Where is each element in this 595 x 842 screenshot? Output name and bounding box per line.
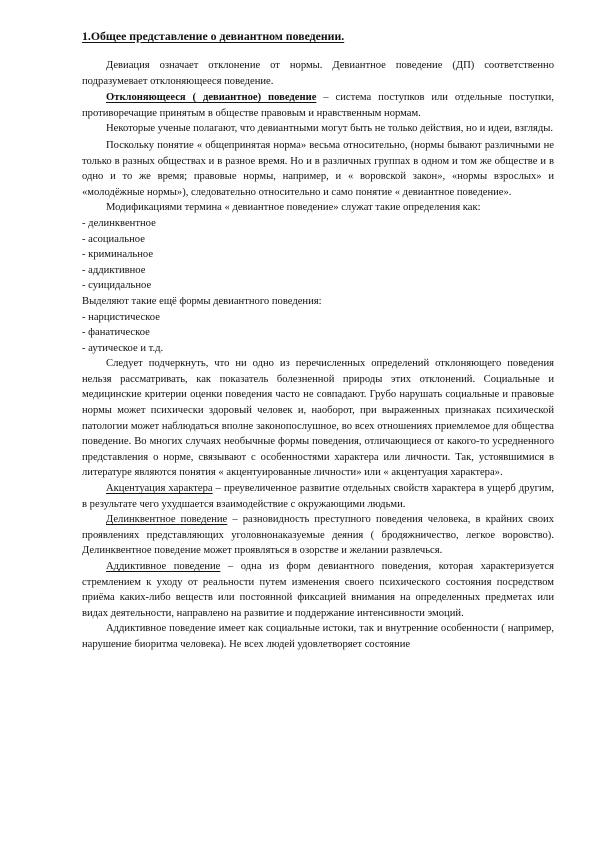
list-item: - асоциальное — [82, 233, 145, 245]
definition-text: – разновидность преступного поведения человека, в крайних своих проявлениях представляющих уголовнонаказуемые деяния ( бродяжничество, легкое воровство). Делинквентное поведение может проявляться в озорстве и желании развлечься. — [82, 514, 554, 557]
paragraph-ideas: Некоторые ученые полагают, что девиантными могут быть не только действия, но и идеи, взгляды. — [106, 123, 554, 135]
paragraph-addictive — [82, 559, 554, 621]
section-title: 1.Общее представление о девиантном поведении. — [82, 29, 345, 43]
list-item: - криминальное — [82, 249, 154, 261]
paragraph-accentuation — [82, 481, 554, 512]
list-item: - аутическое и т.д. — [82, 342, 164, 354]
paragraph-norm-relativity: Поскольку понятие « общепринятая норма» весьма относительно, (нормы бывают различными не только в разных обществах и в разное время. Но и в различных группах в одном и том же обществе и в одно и то же время; правовые нормы, например, и « воровской закон», «нормы взрослых» и «молодёжные нормы»), следовательно относительно и само понятие « девиантное поведение». — [82, 139, 554, 198]
term-delinquent: Делинквентное поведение — [106, 514, 228, 526]
paragraph-other-forms: Выделяют такие ещё формы девиантного поведения: — [82, 295, 322, 307]
paragraph-emphasis: Следует подчеркнуть, что ни одно из перечисленных определений отклоняющего поведения нельзя рассматривать, как показатель болезненной природы этих отклонений. Социальные и медицинские критерии оценки поведения часто не совпадают. Грубо нарушать социальные и правовые нормы может психически здоровый человек и, наоборот, при выраженных признаках психической патологии может наблюдаться вполне законопослушное, во всех отношениях приемлемое для общества поведение. Во многих случаях необычные формы поведения, отличающиеся от какого-то усредненного представления о норме, связывают с особенностями характера или личности. Так, устоявшимися в литературе являются понятия « акцентуированные личности» или « акцентуация характера». — [82, 358, 554, 479]
term-deviant-behavior: Отклоняющееся ( девиантное) поведение — [106, 92, 317, 104]
definition-text: – система поступков или отдельные поступки, противоречащие принятым в обществе правовым и нравственным нормам. — [82, 92, 554, 119]
list-item: - нарцистическое — [82, 311, 160, 323]
definition-text: – одна из форм девиантного поведения, которая характеризуется стремлением к уходу от реальности путем изменения своего психического состояния посредством приёма каких-либо веществ или постоянной фиксацией внимания на определенных предметах или видах деятельности, направлено на развитие и поддержание интенсивности эмоций. — [82, 561, 554, 619]
paragraph-modifications: Модификациями термина « девиантное поведение» служат такие определения как: — [106, 202, 481, 214]
paragraph-delinquent — [82, 512, 554, 559]
list-item: - делинквентное — [82, 217, 156, 229]
paragraph-deviation-definition: Девиация означает отклонение от нормы. Девиантное поведение (ДП) соответственно подразумевает отклоняющееся поведение. — [82, 60, 554, 87]
list-item: - аддиктивное — [82, 264, 146, 276]
term-addictive: Аддиктивное поведение — [106, 561, 221, 572]
paragraph-addictive-origins: Аддиктивное поведение имеет как социальные истоки, так и внутренние особенности ( например, нарушение биоритма человека). Не всех людей удовлетворяет состояние — [82, 623, 554, 650]
list-item: - фанатическое — [82, 327, 150, 339]
list-item: - суицидальное — [82, 280, 152, 292]
document-body — [82, 58, 554, 653]
term-accentuation: Акцентуация характера — [106, 483, 213, 495]
definition-text: – преувеличенное развитие отдельных свойств характера в ущерб другим, в результате чего ухудшается взаимодействие с окружающими людьми. — [82, 483, 554, 510]
paragraph-deviant-behavior-definition — [82, 90, 554, 121]
